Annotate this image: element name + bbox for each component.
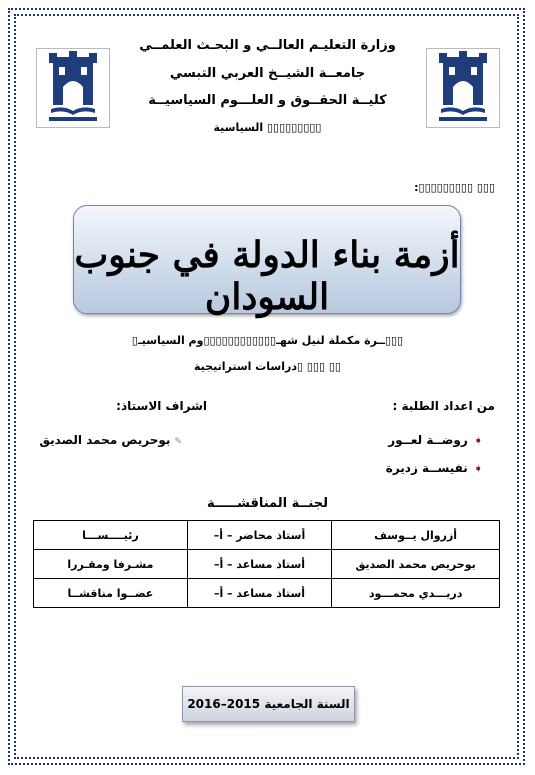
committee-title: لجنــة المناقشـــــة [207,496,328,511]
pen-icon: ✎ [174,437,182,447]
supervisor-label: اشراف الاستاذ: [116,399,207,413]
committee-table [33,520,500,608]
ministry-name: وزارة التعليـم العالــي و البحـث العلمــي [139,38,396,53]
supervisor-item [39,433,182,447]
table-row [34,521,500,550]
member-role: رئيــــســـا [34,521,188,550]
prepared-by-label: من اعداد الطلبة : [392,399,495,413]
member-name: أزروال يــوسف [332,521,500,550]
member-role: مشـرفا ومقـررا [34,550,188,579]
bullet-arrow-icon: ➧ [473,462,483,475]
university-logo-left [36,48,110,128]
student-item [388,433,483,447]
specialty-label: ▯▯▯ ▯▯▯▯▯▯▯▯▯: [414,181,495,194]
member-rank: أستاذ مساعد – أ– [187,579,331,608]
faculty-name: كليــة الحقــوق و العلـــوم السياسيــة [148,93,387,108]
thesis-title: أزمة بناء الدولة في جنوب السودان [74,234,460,318]
academic-year: السنة الجامعية 2015–2016 [182,686,355,722]
university-name: جامعــة الشيــخ العربي التبسي [169,66,366,81]
student-name: روضــة لعــور [388,433,468,447]
table-row [34,550,500,579]
bullet-arrow-icon: ➧ [473,434,483,447]
memo-specialty: ▯▯ ▯▯▯ ▯دراسات استراتيجية [194,360,341,373]
department-name: ▯▯▯▯▯▯▯▯▯ السياسية [213,121,322,134]
member-name: دريـــدي محمـــود [332,579,500,608]
member-rank: أستاذ مساعد – أ– [187,550,331,579]
student-item [386,461,483,475]
table-row [34,579,500,608]
memo-description: ▯▯▯ــرة مكملة لنيل شهـ▯▯▯▯▯▯▯▯▯▯▯▯وم السياسيـ▯ [131,334,404,347]
member-name: بوحريص محمد الصديق [332,550,500,579]
thesis-title-box [73,205,461,318]
member-rank: أستاذ محاضر – أ– [187,521,331,550]
supervisor-name: بوحريص محمد الصديق [39,433,171,447]
university-logo-right [426,48,500,128]
member-role: عضــوا مناقشــا [34,579,188,608]
student-name: نفيســة زديرة [385,461,468,475]
